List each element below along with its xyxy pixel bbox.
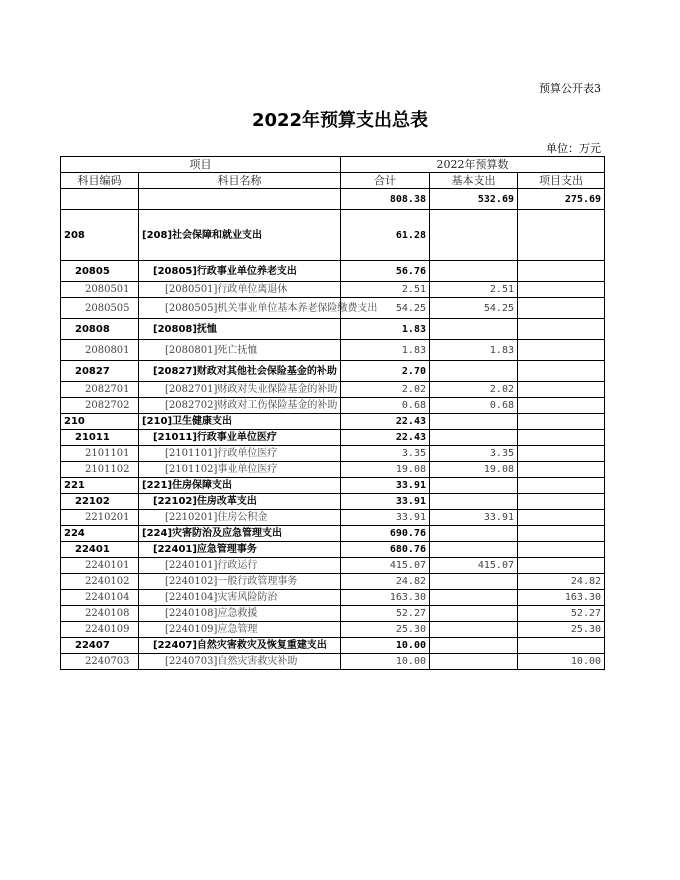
row-basic: 2.51 — [430, 282, 518, 298]
total-project: 275.69 — [518, 189, 605, 210]
row-basic — [430, 638, 518, 654]
row-name: [2210201]住房公积金 — [139, 510, 341, 526]
row-total: 2.02 — [341, 382, 430, 398]
total-sum: 808.38 — [341, 189, 430, 210]
row-name: [221]住房保障支出 — [139, 478, 341, 494]
row-project: 24.82 — [518, 574, 605, 590]
row-code: 22401 — [61, 542, 139, 558]
table-row — [61, 462, 605, 478]
row-name: [22102]住房改革支出 — [139, 494, 341, 510]
table-row — [61, 638, 605, 654]
row-code: 2240104 — [61, 590, 139, 606]
table-row — [61, 446, 605, 462]
row-name: [2101102]事业单位医疗 — [139, 462, 341, 478]
row-project — [518, 382, 605, 398]
table-row — [61, 261, 605, 282]
row-total: 33.91 — [341, 478, 430, 494]
row-total: 680.76 — [341, 542, 430, 558]
row-total: 1.83 — [341, 340, 430, 361]
row-project — [518, 282, 605, 298]
page-title: 2022年预算支出总表 — [251, 110, 429, 131]
row-project: 52.27 — [518, 606, 605, 622]
header-basic: 基本支出 — [430, 173, 518, 189]
table-row — [61, 542, 605, 558]
row-name: [20808]抚恤 — [139, 319, 341, 340]
column-header-row — [61, 173, 605, 189]
row-basic: 1.83 — [430, 340, 518, 361]
row-basic — [430, 361, 518, 382]
table-row — [61, 414, 605, 430]
table-row — [61, 398, 605, 414]
row-name: [208]社会保障和就业支出 — [139, 210, 341, 261]
table-row — [61, 558, 605, 574]
row-name: [22407]自然灾害救灾及恢复重建支出 — [139, 638, 341, 654]
row-project — [518, 319, 605, 340]
row-basic — [430, 478, 518, 494]
row-name: [22401]应急管理事务 — [139, 542, 341, 558]
row-total: 690.76 — [341, 526, 430, 542]
row-project — [518, 638, 605, 654]
row-code: 2240703 — [61, 654, 139, 670]
header-project: 项目支出 — [518, 173, 605, 189]
row-code: 2240102 — [61, 574, 139, 590]
row-name: [2082701]财政对失业保险基金的补助 — [139, 382, 341, 398]
row-total: 0.68 — [341, 398, 430, 414]
row-code: 2080801 — [61, 340, 139, 361]
row-name: [21011]行政事业单位医疗 — [139, 430, 341, 446]
table-row — [61, 282, 605, 298]
table-row — [61, 494, 605, 510]
row-total: 61.28 — [341, 210, 430, 261]
budget-table — [60, 156, 605, 670]
row-basic: 3.35 — [430, 446, 518, 462]
table-row — [61, 590, 605, 606]
row-basic — [430, 414, 518, 430]
row-basic: 0.68 — [430, 398, 518, 414]
header-name: 科目名称 — [139, 173, 341, 189]
row-basic — [430, 654, 518, 670]
row-code: 2210201 — [61, 510, 139, 526]
row-total: 33.91 — [341, 510, 430, 526]
row-basic: 415.07 — [430, 558, 518, 574]
row-code: 2240108 — [61, 606, 139, 622]
header-budget: 2022年预算数 — [341, 157, 605, 173]
row-code: 2080501 — [61, 282, 139, 298]
unit-label: 单位：万元 — [546, 142, 601, 155]
table-row — [61, 606, 605, 622]
row-total: 24.82 — [341, 574, 430, 590]
row-name: [2240109]应急管理 — [139, 622, 341, 638]
row-total: 415.07 — [341, 558, 430, 574]
form-number: 预算公开表3 — [539, 82, 601, 95]
row-total: 25.30 — [341, 622, 430, 638]
row-code: 2101101 — [61, 446, 139, 462]
row-name: [2240101]行政运行 — [139, 558, 341, 574]
row-code: 2101102 — [61, 462, 139, 478]
table-row — [61, 382, 605, 398]
row-name: [2240108]应急救援 — [139, 606, 341, 622]
row-project — [518, 261, 605, 282]
row-basic: 2.02 — [430, 382, 518, 398]
table-row — [61, 622, 605, 638]
row-total: 54.25 — [341, 298, 430, 319]
row-code: 210 — [61, 414, 139, 430]
header-total: 合计 — [341, 173, 430, 189]
row-basic — [430, 210, 518, 261]
row-project — [518, 210, 605, 261]
row-total: 163.30 — [341, 590, 430, 606]
row-code: 20805 — [61, 261, 139, 282]
row-name: [20805]行政事业单位养老支出 — [139, 261, 341, 282]
row-code: 221 — [61, 478, 139, 494]
row-project — [518, 398, 605, 414]
table-row — [61, 510, 605, 526]
row-basic — [430, 494, 518, 510]
row-basic: 33.91 — [430, 510, 518, 526]
row-basic — [430, 261, 518, 282]
table-row — [61, 361, 605, 382]
row-project: 163.30 — [518, 590, 605, 606]
table-row — [61, 654, 605, 670]
row-basic — [430, 622, 518, 638]
row-total: 33.91 — [341, 494, 430, 510]
row-project — [518, 430, 605, 446]
total-code — [61, 189, 139, 210]
group-header-row — [61, 157, 605, 173]
table-row — [61, 298, 605, 319]
table-row — [61, 478, 605, 494]
row-project — [518, 462, 605, 478]
row-total: 52.27 — [341, 606, 430, 622]
row-project — [518, 494, 605, 510]
row-basic — [430, 542, 518, 558]
row-total: 10.00 — [341, 638, 430, 654]
row-code: 20827 — [61, 361, 139, 382]
row-name: [210]卫生健康支出 — [139, 414, 341, 430]
row-project — [518, 478, 605, 494]
total-basic: 532.69 — [430, 189, 518, 210]
row-name: [2240102]一般行政管理事务 — [139, 574, 341, 590]
row-name: [224]灾害防治及应急管理支出 — [139, 526, 341, 542]
row-total: 2.70 — [341, 361, 430, 382]
row-code: 2082702 — [61, 398, 139, 414]
row-name: [2240703]自然灾害救灾补助 — [139, 654, 341, 670]
row-name: [2082702]财政对工伤保险基金的补助 — [139, 398, 341, 414]
header-item: 项目 — [61, 157, 341, 173]
row-total: 22.43 — [341, 430, 430, 446]
total-row — [61, 189, 605, 210]
row-code: 22102 — [61, 494, 139, 510]
row-code: 2080505 — [61, 298, 139, 319]
row-name: [2080505]机关事业单位基本养老保险缴费支出 — [139, 298, 341, 319]
row-code: 21011 — [61, 430, 139, 446]
row-total: 3.35 — [341, 446, 430, 462]
row-name: [20827]财政对其他社会保险基金的补助 — [139, 361, 341, 382]
row-project — [518, 558, 605, 574]
row-project: 25.30 — [518, 622, 605, 638]
row-basic — [430, 606, 518, 622]
row-total: 10.00 — [341, 654, 430, 670]
row-project — [518, 361, 605, 382]
row-total: 2.51 — [341, 282, 430, 298]
row-basic: 19.08 — [430, 462, 518, 478]
row-total: 1.83 — [341, 319, 430, 340]
table-row — [61, 430, 605, 446]
row-code: 2240101 — [61, 558, 139, 574]
row-code: 20808 — [61, 319, 139, 340]
row-basic — [430, 590, 518, 606]
row-name: [2080801]死亡抚恤 — [139, 340, 341, 361]
table-row — [61, 319, 605, 340]
row-total: 19.08 — [341, 462, 430, 478]
table-row — [61, 340, 605, 361]
row-code: 22407 — [61, 638, 139, 654]
row-project — [518, 298, 605, 319]
row-name: [2080501]行政单位离退休 — [139, 282, 341, 298]
table-row — [61, 210, 605, 261]
table-row — [61, 574, 605, 590]
row-code: 208 — [61, 210, 139, 261]
table-row — [61, 526, 605, 542]
row-code: 224 — [61, 526, 139, 542]
row-project — [518, 542, 605, 558]
row-project: 10.00 — [518, 654, 605, 670]
row-basic — [430, 574, 518, 590]
row-name: [2101101]行政单位医疗 — [139, 446, 341, 462]
table-body — [61, 189, 605, 670]
row-project — [518, 526, 605, 542]
row-project — [518, 340, 605, 361]
row-project — [518, 510, 605, 526]
row-code: 2082701 — [61, 382, 139, 398]
row-total: 22.43 — [341, 414, 430, 430]
row-basic: 54.25 — [430, 298, 518, 319]
row-basic — [430, 526, 518, 542]
row-project — [518, 446, 605, 462]
row-basic — [430, 319, 518, 340]
row-project — [518, 414, 605, 430]
row-total: 56.76 — [341, 261, 430, 282]
header-code: 科目编码 — [61, 173, 139, 189]
row-code: 2240109 — [61, 622, 139, 638]
row-basic — [430, 430, 518, 446]
row-name: [2240104]灾害风险防治 — [139, 590, 341, 606]
total-name — [139, 189, 341, 210]
